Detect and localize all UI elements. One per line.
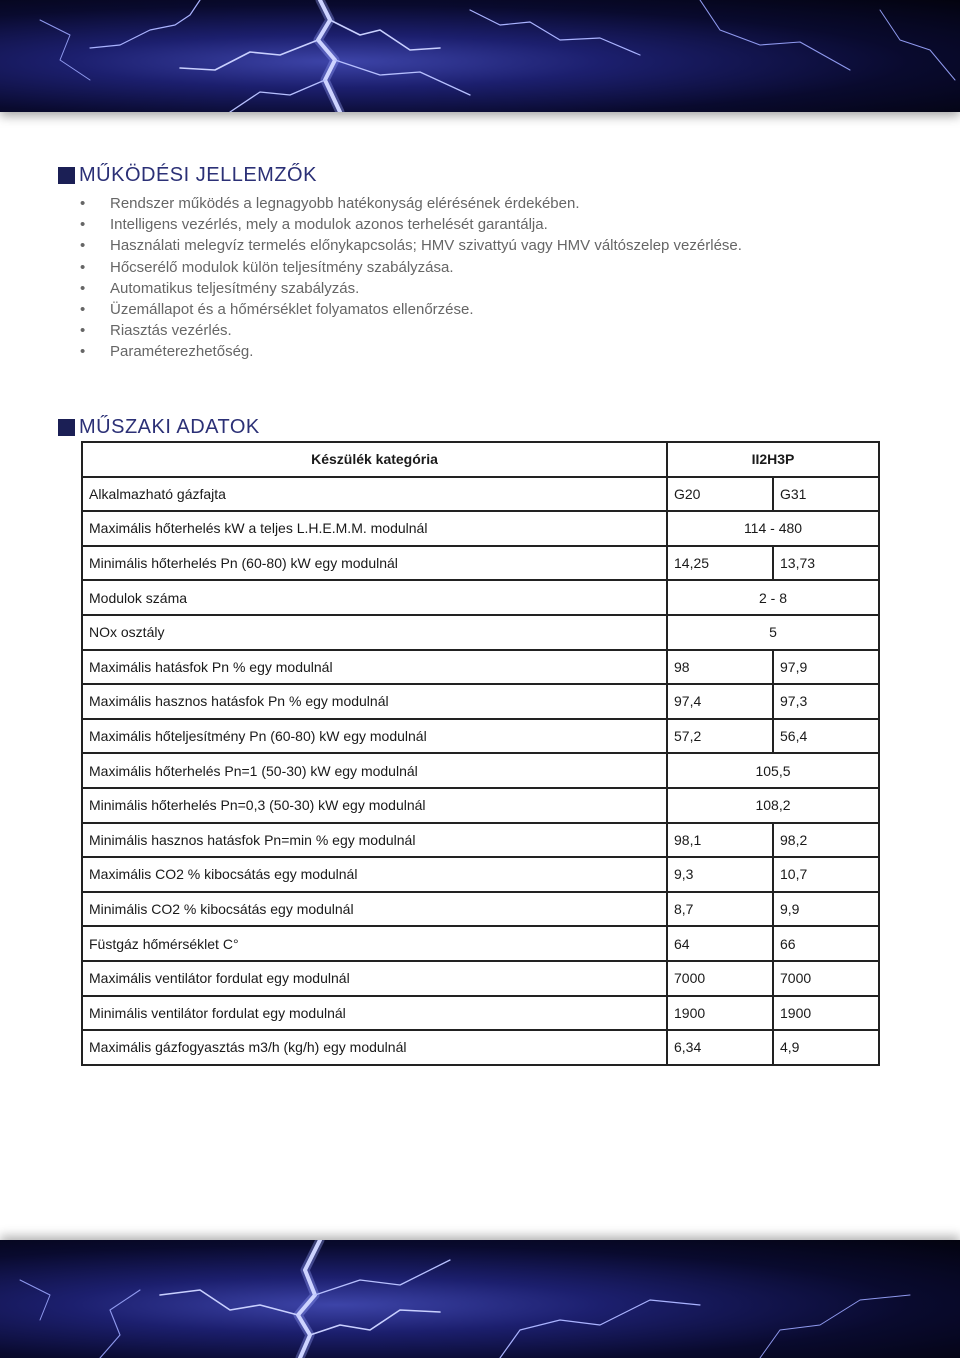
table-row — [82, 926, 879, 961]
table-row — [82, 650, 879, 685]
row-label: Maximális hőterhelés kW a teljes L.H.E.M.M. modulnál — [82, 511, 667, 546]
lightning-storm-image — [0, 0, 960, 112]
lightning-storm-image — [0, 1240, 960, 1358]
header-lightning-banner — [0, 0, 960, 112]
row-value-g20: 57,2 — [667, 719, 773, 754]
feature-item — [80, 193, 742, 214]
row-label: Maximális ventilátor fordulat egy modulnál — [82, 961, 667, 996]
row-label: Maximális CO2 % kibocsátás egy modulnál — [82, 857, 667, 892]
specs-title-text: MŰSZAKI ADATOK — [79, 416, 260, 438]
row-label: Maximális hasznos hatásfok Pn % egy modulnál — [82, 684, 667, 719]
specs-table — [81, 441, 880, 1066]
row-value-g20: 6,34 — [667, 1030, 773, 1065]
row-value-g31: 7000 — [773, 961, 879, 996]
row-value-g31: 10,7 — [773, 857, 879, 892]
device-category-value: II2H3P — [667, 442, 879, 477]
row-label: Maximális hőterhelés Pn=1 (50-30) kW egy modulnál — [82, 753, 667, 788]
row-value: 114 - 480 — [667, 511, 879, 546]
feature-item — [80, 320, 742, 341]
table-row — [82, 788, 879, 823]
row-value-g31: 13,73 — [773, 546, 879, 581]
bullet-icon: • — [80, 195, 86, 212]
row-value-g20: 14,25 — [667, 546, 773, 581]
row-value-g20: 1900 — [667, 996, 773, 1031]
feature-item — [80, 214, 742, 235]
footer-lightning-banner — [0, 1240, 960, 1358]
row-value: 2 - 8 — [667, 580, 879, 615]
table-row — [82, 823, 879, 858]
row-label: Minimális hőterhelés Pn (60-80) kW egy modulnál — [82, 546, 667, 581]
row-value-g31: 66 — [773, 926, 879, 961]
row-value-g20: 7000 — [667, 961, 773, 996]
table-row — [82, 961, 879, 996]
table-row — [82, 580, 879, 615]
table-header-row — [82, 442, 879, 477]
row-value-g20: 9,3 — [667, 857, 773, 892]
table-row — [82, 684, 879, 719]
bullet-icon: • — [80, 343, 86, 361]
row-value-g31: 1900 — [773, 996, 879, 1031]
table-row — [82, 546, 879, 581]
row-label: Minimális ventilátor fordulat egy modulnál — [82, 996, 667, 1031]
gas-type-row — [82, 477, 879, 512]
table-row — [82, 615, 879, 650]
row-value-g20: 97,4 — [667, 684, 773, 719]
bullet-icon: • — [80, 216, 86, 234]
table-row — [82, 892, 879, 927]
row-label: Minimális CO2 % kibocsátás egy modulnál — [82, 892, 667, 927]
row-value-g31: 4,9 — [773, 1030, 879, 1065]
table-row — [82, 1030, 879, 1065]
features-list — [80, 193, 742, 363]
feature-text: Intelligens vezérlés, mely a modulok azonos terhelését garantálja. — [110, 216, 548, 234]
table-row — [82, 857, 879, 892]
feature-item — [80, 299, 742, 320]
row-label: Maximális hőteljesítmény Pn (60-80) kW egy modulnál — [82, 719, 667, 754]
specs-table-body — [82, 442, 879, 1065]
device-category-label: Készülék kategória — [82, 442, 667, 477]
feature-text: Üzemállapot és a hőmérséklet folyamatos ellenőrzése. — [110, 301, 474, 319]
table-row — [82, 719, 879, 754]
row-value-g31: 9,9 — [773, 892, 879, 927]
bullet-icon: • — [80, 258, 86, 276]
feature-text: Hőcserélő modulok külön teljesítmény szabályzása. — [110, 258, 454, 276]
row-label: Minimális hőterhelés Pn=0,3 (50-30) kW egy modulnál — [82, 788, 667, 823]
row-value: 108,2 — [667, 788, 879, 823]
row-value-g20: 64 — [667, 926, 773, 961]
gas-type-g31: G31 — [773, 477, 879, 512]
row-value: 5 — [667, 615, 879, 650]
feature-item — [80, 235, 742, 256]
row-label: Maximális hatásfok Pn % egy modulnál — [82, 650, 667, 685]
row-value-g20: 8,7 — [667, 892, 773, 927]
bullet-icon: • — [80, 322, 86, 340]
feature-item — [80, 257, 742, 278]
row-label: Maximális gázfogyasztás m3/h (kg/h) egy modulnál — [82, 1030, 667, 1065]
feature-text: Paraméterezhetőség. — [110, 343, 254, 361]
row-value-g31: 56,4 — [773, 719, 879, 754]
bullet-icon: • — [80, 301, 86, 319]
row-label: NOx osztály — [82, 615, 667, 650]
row-label: Füstgáz hőmérséklet C° — [82, 926, 667, 961]
feature-text: Rendszer működés a legnagyobb hatékonyság elérésének érdekében. — [110, 195, 580, 212]
row-value-g31: 97,9 — [773, 650, 879, 685]
table-row — [82, 511, 879, 546]
row-label: Modulok száma — [82, 580, 667, 615]
table-row — [82, 753, 879, 788]
row-value-g31: 97,3 — [773, 684, 879, 719]
feature-item — [80, 278, 742, 299]
gas-type-g20: G20 — [667, 477, 773, 512]
row-label: Minimális hasznos hatásfok Pn=min % egy modulnál — [82, 823, 667, 858]
bullet-icon: • — [80, 279, 86, 297]
gas-type-label: Alkalmazható gázfajta — [82, 477, 667, 512]
square-icon — [58, 419, 75, 436]
feature-text: Használati melegvíz termelés előnykapcsolás; HMV szivattyú vagy HMV váltószelep vezérlése. — [110, 237, 742, 255]
bullet-icon: • — [80, 237, 86, 255]
row-value-g20: 98 — [667, 650, 773, 685]
feature-item — [80, 341, 742, 362]
features-section-title — [58, 164, 317, 187]
row-value-g31: 98,2 — [773, 823, 879, 858]
row-value: 105,5 — [667, 753, 879, 788]
feature-text: Automatikus teljesítmény szabályzás. — [110, 279, 360, 297]
table-row — [82, 996, 879, 1031]
specs-section-title — [58, 416, 260, 439]
square-icon — [58, 167, 75, 184]
features-title-text: MŰKÖDÉSI JELLEMZŐK — [79, 164, 317, 186]
row-value-g20: 98,1 — [667, 823, 773, 858]
feature-text: Riasztás vezérlés. — [110, 322, 232, 340]
